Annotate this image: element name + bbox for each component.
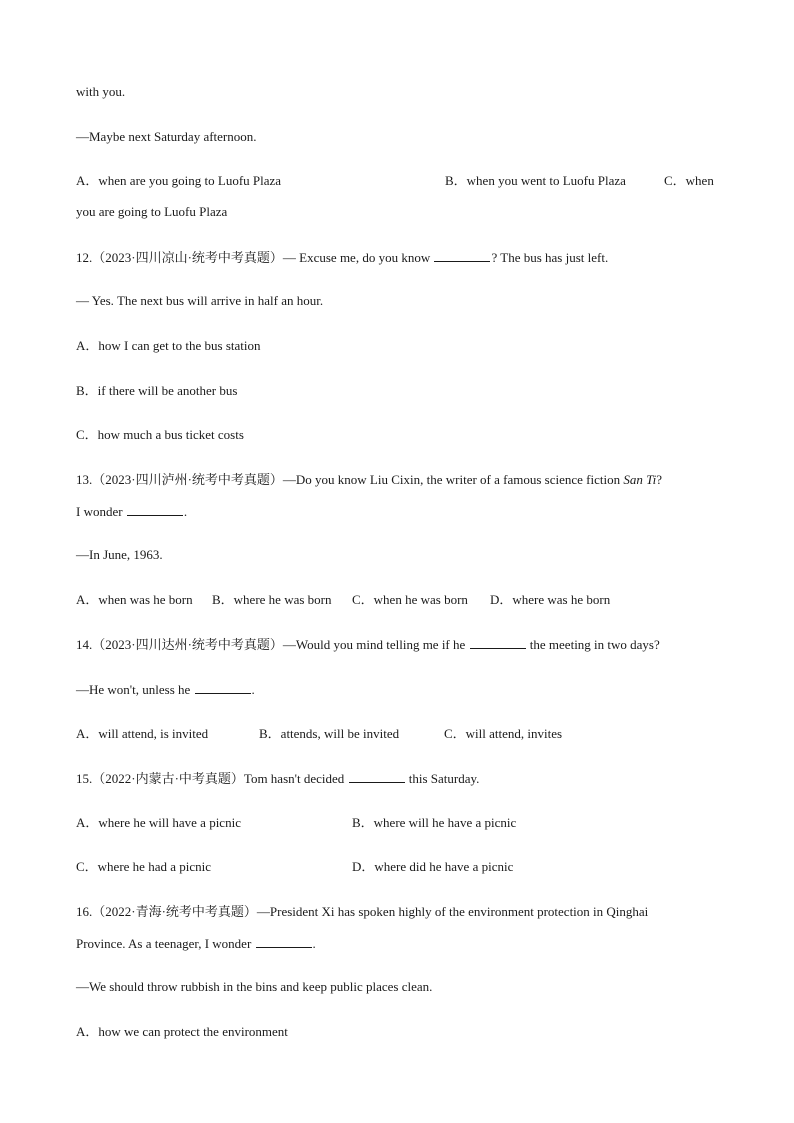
q11-option-c-continued: you are going to Luofu Plaza [76, 204, 228, 219]
q13-period: . [183, 504, 188, 519]
answer-blank [470, 636, 526, 649]
q13-option-b: B．where he was born [212, 592, 332, 607]
q16-period: . [312, 936, 316, 951]
q14-reply: —He won't, unless he [76, 682, 191, 697]
q12-reply: — Yes. The next bus will arrive in half an hour. [76, 293, 324, 308]
q13-question [76, 472, 662, 488]
q15-option-a: A．where he will have a picnic [76, 815, 241, 830]
q12-tail: ? The bus has just left. [491, 250, 609, 265]
text-line: —Maybe next Saturday afternoon. [76, 129, 257, 144]
answer-blank [195, 681, 251, 694]
answer-blank [349, 770, 405, 783]
q14-question [76, 636, 660, 653]
q15-question [76, 770, 479, 787]
q14-option-b: B．attends, will be invited [259, 726, 400, 741]
answer-blank [127, 503, 183, 516]
q13-reply: —In June, 1963. [76, 547, 163, 562]
q11-option-a: A．when are you going to Luofu Plaza [76, 173, 282, 188]
q14-tail: the meeting in two days? [529, 637, 660, 652]
q14-period: . [251, 682, 255, 697]
q15-head: 15.（2022·内蒙古·中考真题）Tom hasn't decided [76, 771, 345, 786]
q16-line2: Province. As a teenager, I wonder [76, 936, 252, 951]
q13-head: 13.（2023·四川泸州·统考中考真题）—Do you know Liu Cixin, the writer of a famous science fiction [76, 472, 621, 487]
q11-option-b: B．when you went to Luofu Plaza [445, 173, 626, 188]
q13-book-title: San Ti [623, 472, 657, 487]
q12-head: 12.（2023·四川凉山·统考中考真题）— Excuse me, do you know [76, 250, 431, 265]
q14-option-c: C．will attend, invites [444, 726, 563, 741]
q15-tail: this Saturday. [408, 771, 480, 786]
q12-question [76, 249, 608, 266]
q13-question-mark: ? [656, 472, 663, 487]
q13-option-d: D．where was he born [490, 592, 611, 607]
q15-option-d: D．where did he have a picnic [352, 859, 514, 874]
q13-option-c: C．when he was born [352, 592, 468, 607]
q16-question-line2 [76, 935, 316, 952]
q13-line2: I wonder [76, 504, 123, 519]
q13-question-line2 [76, 503, 187, 520]
q14-reply-line [76, 681, 255, 698]
q14-head: 14.（2023·四川达州·统考中考真题）—Would you mind telling me if he [76, 637, 466, 652]
q16-reply: —We should throw rubbish in the bins and keep public places clean. [76, 979, 433, 994]
text-line: with you. [76, 84, 126, 99]
q11-option-c: C．when [664, 173, 714, 188]
q16-question: 16.（2022·青海·统考中考真题）—President Xi has spoken highly of the environment protection in Qinghai [76, 904, 649, 919]
q12-option-a: A．how I can get to the bus station [76, 338, 261, 353]
q16-option-a: A．how we can protect the environment [76, 1024, 288, 1039]
q12-option-b: B．if there will be another bus [76, 383, 238, 398]
q14-option-a: A．will attend, is invited [76, 726, 209, 741]
answer-blank [256, 935, 312, 948]
q15-option-c: C．where he had a picnic [76, 859, 212, 874]
q15-option-b: B．where will he have a picnic [352, 815, 517, 830]
answer-blank [434, 249, 490, 262]
q13-option-a: A．when was he born [76, 592, 193, 607]
q12-option-c: C．how much a bus ticket costs [76, 427, 244, 442]
